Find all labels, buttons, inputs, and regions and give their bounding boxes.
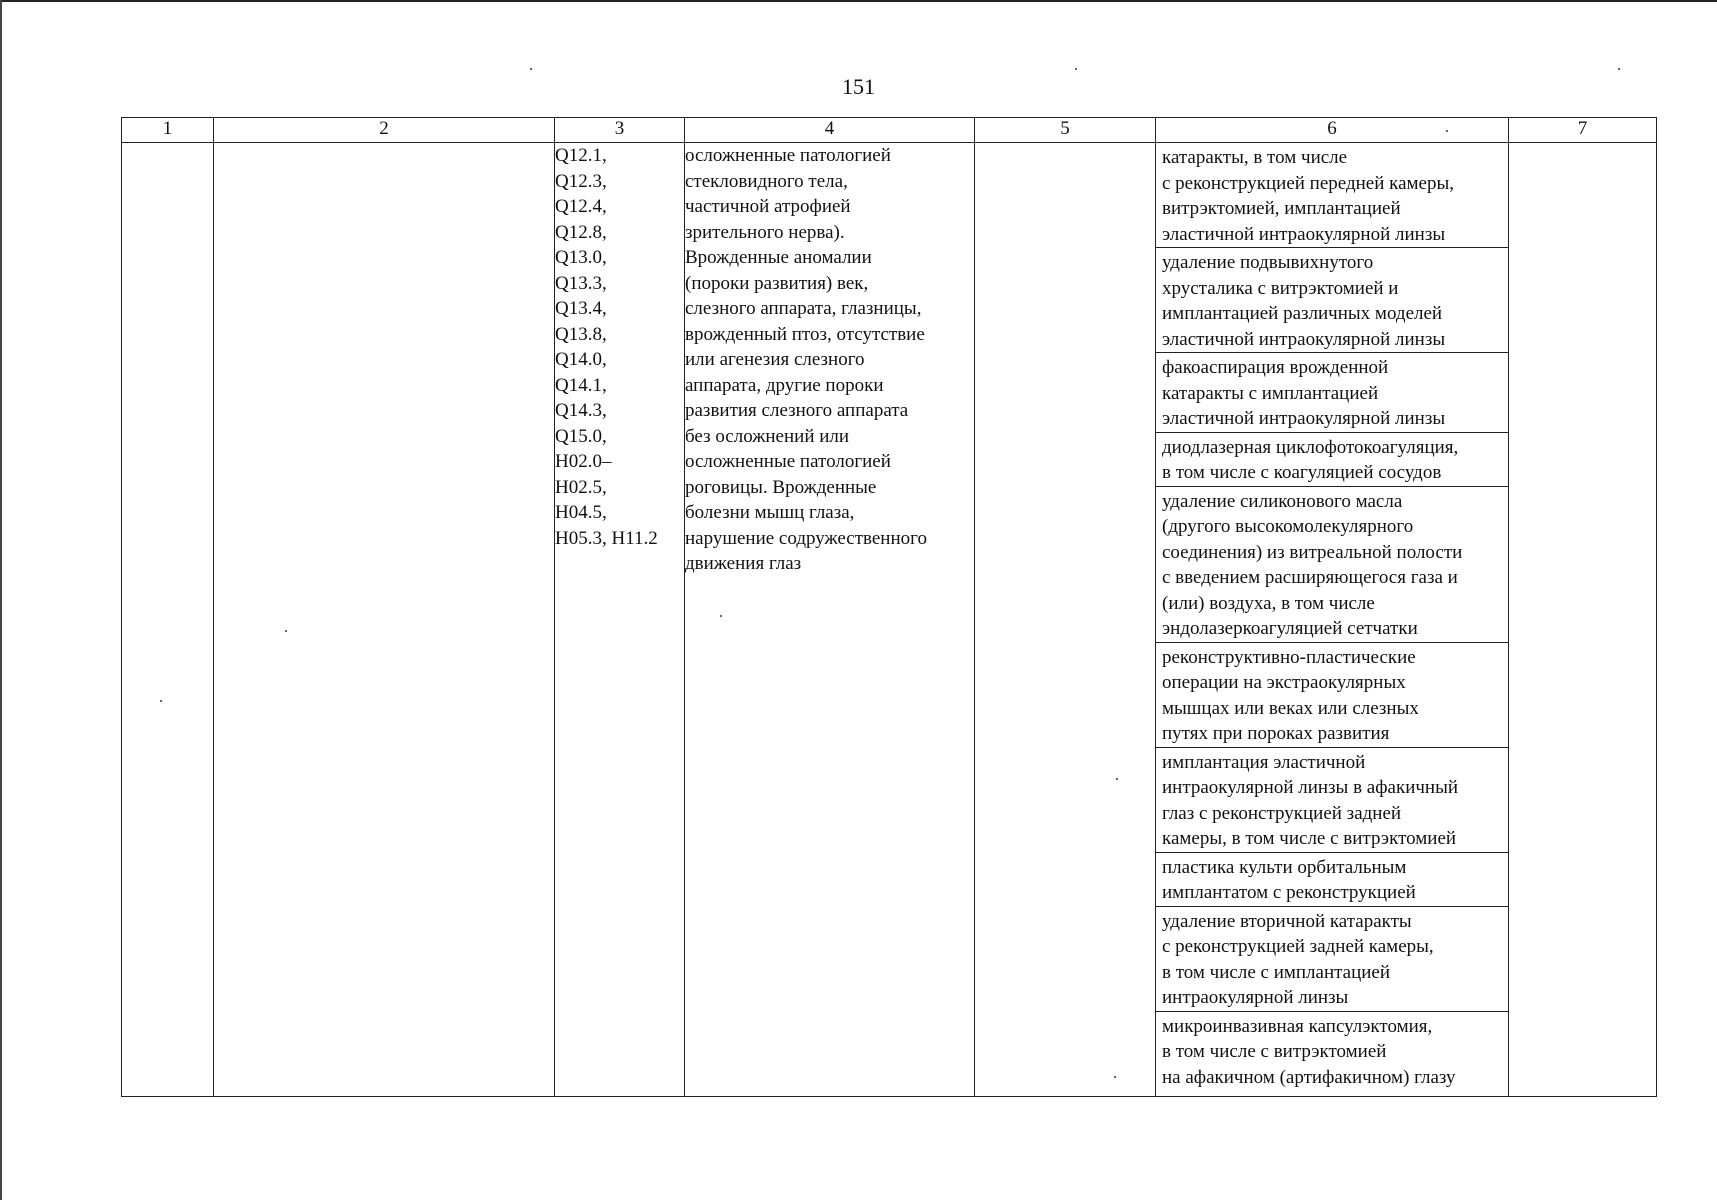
procedure-line: глаз с реконструкцией задней [1162,802,1402,824]
diagnosis-cell [685,143,975,1097]
cell-col2 [214,143,555,1097]
diagnosis-line: движения глаз [685,553,802,574]
procedure-line: эластичной интраокулярной линзы [1162,408,1446,429]
procedure-line: удаление вторичной катаракты [1162,910,1412,932]
icd-code: Q13.3, [555,272,607,294]
icd-code: Q14.0, [555,349,607,370]
icd-code: H04.5, [555,502,607,523]
procedure-line: имплантация эластичной [1162,751,1366,773]
header-cell-5: 5 [975,118,1156,143]
diagnosis-line: врожденный птоз, отсутствие [685,323,925,345]
procedure-line: операции на экстраокулярных [1162,672,1406,693]
procedure-line: (другого высокомолекулярного [1162,516,1414,537]
icd-code: Q12.3, [555,170,607,192]
procedure-line: эластичной интраокулярной линзы [1162,223,1446,245]
procedure-line: путях при пороках развития [1162,723,1390,744]
procedure-line: катаракты с имплантацией [1162,382,1379,404]
document-table [121,117,1657,1097]
procedure-block [1156,353,1508,433]
procedure-line: витрэктомией, имплантацией [1162,198,1401,219]
procedure-line: пластика культи орбитальным [1162,856,1407,878]
procedure-line: эластичной интраокулярной линзы [1162,328,1446,350]
header-cell-3: 3 [555,118,685,143]
diagnosis-line: аппарата, другие пороки [685,374,884,396]
procedure-line: удаление силиконового масла [1162,490,1403,512]
procedure-line: на афакичном (артифакичном) глазу [1162,1066,1456,1088]
procedure-line: катаракты, в том числе [1162,147,1348,168]
procedure-line: интраокулярной линзы в афакичный [1162,777,1459,798]
icd-code: Q14.1, [555,374,607,396]
procedure-line: микроинвазивная капсулэктомия, [1162,1015,1433,1037]
cell-col7 [1509,143,1657,1097]
diagnosis-line: роговицы. Врожденные [685,476,877,498]
icd-code: Q12.8, [555,221,607,243]
procedure-line: мышцах или веках или слезных [1162,697,1419,719]
diagnosis-line: Врожденные аномалии [685,247,872,268]
procedure-line: факоаспирация врожденной [1162,357,1389,378]
table-row [122,143,1657,1097]
icd-code: H02.5, [555,476,607,498]
scan-speck [1618,68,1620,70]
procedures-cell [1156,143,1509,1097]
icd-code: Q13.0, [555,247,607,268]
procedure-line: диодлазерная циклофотокоагуляция, [1162,436,1459,458]
diagnosis-line: развития слезного аппарата [685,400,909,421]
page-edge-left [0,0,2,1200]
page-edge-top [0,0,1717,2]
procedure-block [1156,748,1508,853]
procedure-block [1156,248,1508,353]
header-cell-4: 4 [685,118,975,143]
procedure-block [1156,433,1508,487]
procedure-line: камеры, в том числе с витрэктомией [1162,828,1457,849]
diagnosis-line: (пороки развития) век, [685,272,869,294]
procedure-line: в том числе с имплантацией [1162,961,1391,983]
icd-code: Q14.3, [555,400,607,421]
procedure-line: с реконструкцией задней камеры, [1162,936,1434,957]
scan-speck [530,68,532,70]
header-cell-7: 7 [1509,118,1657,143]
diagnosis-line: частичной атрофией [685,196,851,217]
scan-speck [1075,68,1077,70]
header-cell-2: 2 [214,118,555,143]
icd-code: Q13.4, [555,298,607,319]
icd-codes-cell [555,143,685,1097]
procedure-line: в том числе с витрэктомией [1162,1041,1387,1062]
header-row [122,118,1657,143]
procedure-block [1156,853,1508,907]
procedure-line: в том числе с коагуляцией сосудов [1162,462,1442,483]
procedure-block [1156,1012,1508,1091]
diagnosis-line: осложненные патологией [685,451,891,472]
procedure-line: реконструктивно-пластические [1162,646,1416,668]
icd-code: H05.3, H11.2 [555,527,658,549]
icd-code: Q13.8, [555,323,607,345]
cell-col1 [122,143,214,1097]
diagnosis-line: осложненные патологией [685,145,891,166]
diagnosis-line: слезного аппарата, глазницы, [685,298,922,319]
procedure-block [1156,643,1508,748]
diagnosis-line: болезни мышц глаза, [685,502,855,523]
icd-code: H02.0– [555,451,612,472]
procedure-line: с введением расширяющегося газа и [1162,567,1458,588]
procedure-line: имплантацией различных моделей [1162,303,1443,324]
header-cell-6: 6 [1156,118,1509,143]
icd-code: Q12.1, [555,145,607,166]
diagnosis-line: без осложнений или [685,425,850,447]
icd-code: Q12.4, [555,196,607,217]
procedure-line: хрусталика с витрэктомией и [1162,277,1399,299]
icd-code: Q15.0, [555,425,607,447]
procedure-block [1156,487,1508,643]
procedure-line: эндолазеркоагуляцией сетчатки [1162,618,1418,639]
diagnosis-line: нарушение содружественного [685,527,927,549]
procedure-line: соединения) из витреальной полости [1162,541,1463,563]
procedure-line: имплантатом с реконструкцией [1162,882,1416,903]
cell-col5 [975,143,1156,1097]
procedure-line: интраокулярной линзы [1162,987,1349,1008]
procedure-block [1156,143,1508,248]
procedure-line: удаление подвывихнутого [1162,252,1374,273]
diagnosis-line: зрительного нерва). [685,221,845,243]
page-number: 151 [842,74,875,99]
header-cell-1: 1 [122,118,214,143]
procedure-line: с реконструкцией передней камеры, [1162,172,1455,194]
procedure-block [1156,907,1508,1012]
diagnosis-line: или агенезия слезного [685,349,865,370]
procedure-line: (или) воздуха, в том числе [1162,592,1375,614]
diagnosis-line: стекловидного тела, [685,170,848,192]
